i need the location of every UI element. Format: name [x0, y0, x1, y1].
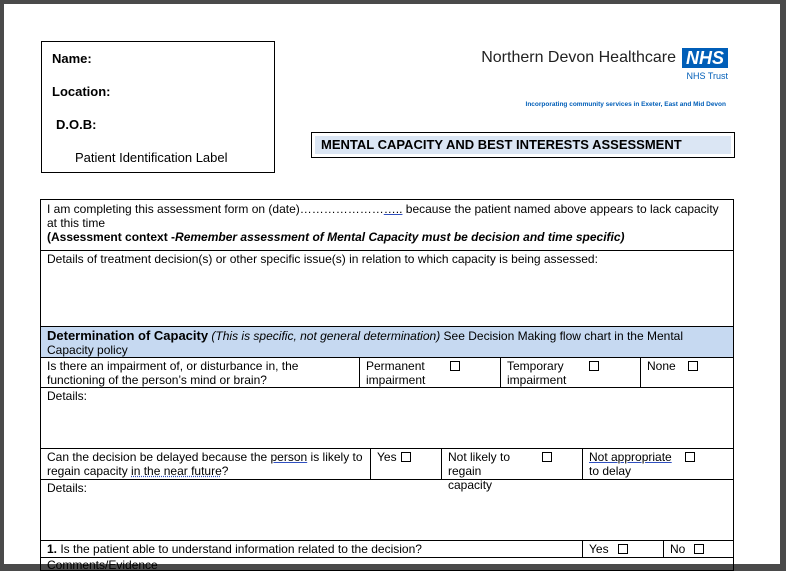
q1-row: [41, 541, 733, 558]
intro-reason-text: because the patient named above appears to lack capacity at this time: [47, 202, 719, 230]
assessment-form: [40, 199, 734, 571]
delay-question-text-2: is likely to regain capacity: [47, 450, 363, 478]
not-likely-label: Not likely to regain capacity: [448, 450, 511, 492]
incorporating-text: Incorporating community services in Exeter, East and Mid Devon: [525, 101, 726, 108]
impairment-question: Is there an impairment of, or disturbance in, the functioning of the person’s mind or brain?: [47, 359, 299, 387]
delay-question-person: person: [270, 450, 308, 464]
delay-yes-label: Yes: [377, 450, 397, 464]
determination-reference: See Decision Making flow chart in the Mental Capacity policy: [47, 329, 683, 357]
form-title-box: [311, 132, 735, 158]
patient-id-label: Patient Identification Label: [75, 150, 228, 165]
context-label: (Assessment context -: [47, 230, 176, 244]
organisation-header: [481, 48, 728, 81]
q1-no-option[interactable]: [663, 541, 734, 557]
dob-label: D.O.B:: [56, 117, 97, 132]
q1-question: [41, 541, 582, 557]
intro-row: [41, 200, 733, 251]
details-label: Details:: [47, 389, 88, 403]
q1-number: 1.: [47, 542, 58, 556]
not-likely-checkbox[interactable]: [542, 452, 552, 462]
delay-question: [41, 449, 370, 479]
delay-question-mark: ?: [221, 464, 229, 478]
details-label-2: Details:: [47, 481, 88, 495]
not-appropriate-label: Not appropriate: [589, 450, 672, 464]
impairment-row: [41, 358, 733, 388]
temporary-checkbox[interactable]: [589, 361, 599, 371]
treatment-row[interactable]: [41, 251, 733, 327]
intro-text: [41, 200, 733, 246]
not-appropriate-option[interactable]: [582, 449, 734, 479]
none-option[interactable]: [640, 358, 734, 387]
permanent-label: Permanent impairment: [366, 359, 426, 387]
intro-date-text: I am completing this assessment form on (date)…………………: [47, 202, 384, 216]
context-note: Remember assessment of Mental Capacity must be decision and time specific): [175, 230, 625, 244]
delay-details-row[interactable]: [41, 480, 733, 541]
nhs-logo: NHS: [682, 48, 728, 68]
q1-yes-option[interactable]: [582, 541, 663, 557]
date-field[interactable]: …..: [383, 202, 403, 216]
none-label: None: [647, 359, 676, 373]
q1-text: Is the patient able to understand information related to the decision?: [57, 542, 422, 556]
document-page: [4, 4, 780, 570]
delay-question-near-future: in the near future: [131, 464, 222, 478]
q1-no-label: No: [670, 542, 686, 556]
trust-label: NHS Trust: [686, 71, 728, 81]
location-label: Location:: [52, 84, 111, 99]
form-title: MENTAL CAPACITY AND BEST INTERESTS ASSESSMENT: [315, 136, 731, 154]
impairment-details-row[interactable]: [41, 388, 733, 449]
not-likely-option[interactable]: [441, 449, 582, 492]
comments-label: Comments/Evidence: [47, 558, 158, 570]
delay-question-text: Can the decision be delayed because the: [47, 450, 271, 464]
to-delay-label: to delay: [589, 464, 632, 478]
patient-identification-box: [41, 41, 275, 173]
delay-yes-option[interactable]: [370, 449, 441, 479]
delay-yes-checkbox[interactable]: [401, 452, 411, 462]
name-label: Name:: [52, 51, 92, 66]
determination-note: (This is specific, not general determination): [208, 329, 441, 343]
q1-yes-checkbox[interactable]: [618, 544, 628, 554]
temporary-label: Temporary impairment: [507, 359, 567, 387]
not-appropriate-checkbox[interactable]: [685, 452, 695, 462]
treatment-label: Details of treatment decision(s) or other specific issue(s) in relation to which capacity is being assessed:: [47, 252, 598, 266]
permanent-checkbox[interactable]: [450, 361, 460, 371]
q1-no-checkbox[interactable]: [694, 544, 704, 554]
organisation-name: Northern Devon Healthcare: [481, 49, 676, 66]
q1-yes-label: Yes: [589, 542, 609, 556]
determination-header-row: [41, 327, 733, 358]
determination-title: Determination of Capacity: [47, 328, 209, 343]
none-checkbox[interactable]: [688, 361, 698, 371]
permanent-option[interactable]: [359, 358, 500, 387]
temporary-option[interactable]: [500, 358, 640, 387]
